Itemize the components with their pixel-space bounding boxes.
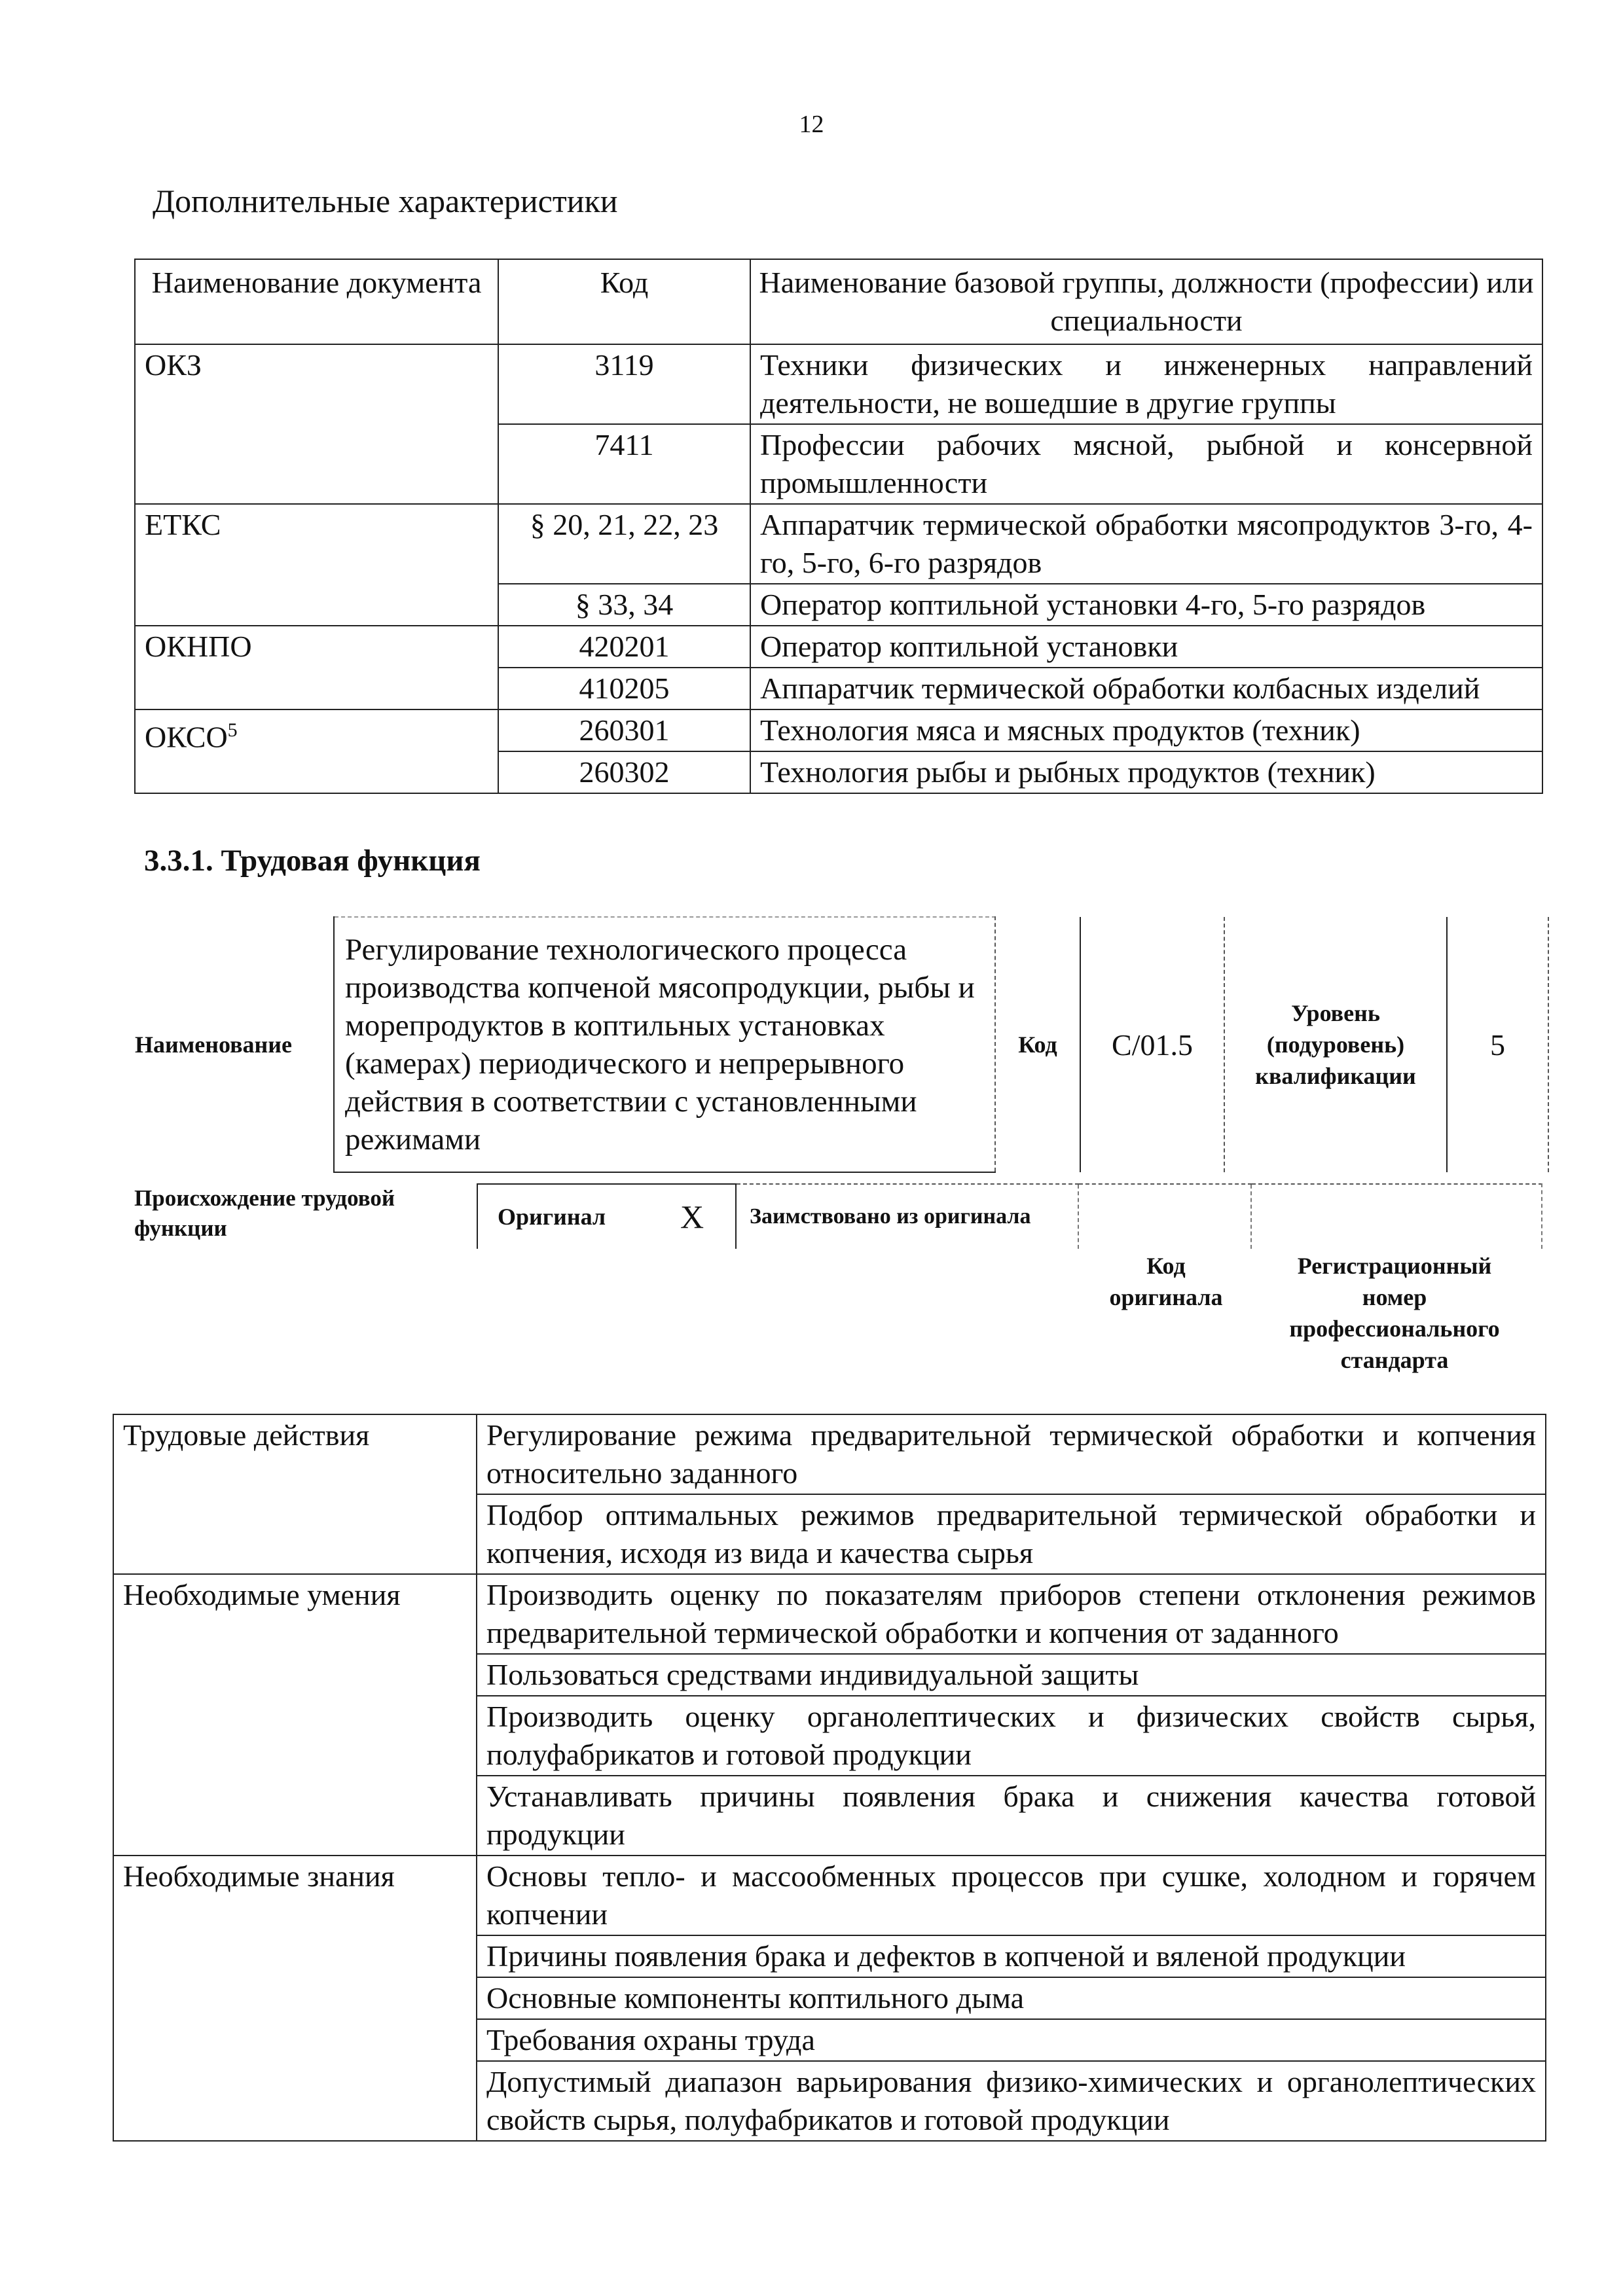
table-row (135, 709, 1542, 751)
code-cell: 410205 (498, 668, 750, 709)
original-code-cell (1078, 1184, 1251, 1249)
registration-number-cell (1251, 1184, 1542, 1249)
document-name: ОКЗ (145, 348, 202, 382)
code-cell: 420201 (498, 626, 750, 668)
code-label: Код (1018, 1031, 1057, 1058)
document-cell (135, 709, 498, 793)
requirement-item: Производить оценку по показателям приборов степени отклонения режимов предварительной термической обработки и копчения от заданного (477, 1574, 1546, 1654)
requirement-item: Основы тепло- и массообменных процессов при сушке, холодном и горячем копчении (477, 1856, 1546, 1935)
base-group-cell: Профессии рабочих мясной, рыбной и консервной промышленности (750, 424, 1542, 504)
base-group-cell: Оператор коптильной установки (750, 626, 1542, 668)
origin-label: Происхождение трудовой функции (134, 1185, 395, 1241)
section-title: Дополнительные характеристики (153, 183, 618, 219)
section-label: Необходимые умения (113, 1574, 477, 1856)
base-group-cell: Техники физических и инженерных направлений деятельности, не вошедшие в другие группы (750, 344, 1542, 424)
code-cell: § 20, 21, 22, 23 (498, 504, 750, 584)
header-base-group: Наименование базовой группы, должности (профессии) или специальности (750, 259, 1542, 344)
document-name: ЕТКС (145, 508, 221, 541)
table-row (113, 1574, 1546, 1654)
name-label: Наименование (135, 1031, 292, 1058)
qualification-level-label: Уровень (подуровень) квалификации (1255, 1000, 1416, 1089)
requirement-item: Пользоваться средствами индивидуальной защиты (477, 1654, 1546, 1696)
origin-table (477, 1183, 1542, 1249)
document-cell (135, 504, 498, 626)
document-name: ОКНПО (145, 630, 252, 663)
labor-function-table (113, 1414, 1546, 2142)
base-group-cell: Аппаратчик термической обработки колбасных изделий (750, 668, 1542, 709)
code-cell: 260302 (498, 751, 750, 793)
function-name: Регулирование технологического процесса производства копченой мясопродукции, рыбы и морепродуктов в коптильных установках (камерах) периодического и непрерывного действия в соответствии с установленными режимами (334, 917, 995, 1172)
requirement-item: Устанавливать причины появления брака и снижения качества готовой продукции (477, 1776, 1546, 1856)
requirement-item: Допустимый диапазон варьирования физико-химических и органолептических свойств сырья, полуфабрикатов и готовой продукции (477, 2061, 1546, 2141)
table-row (135, 626, 1542, 668)
section-label: Трудовые действия (113, 1414, 477, 1574)
function-header (134, 916, 1549, 1173)
page-number: 12 (799, 111, 824, 138)
requirement-item: Производить оценку органолептических и физических свойств сырья, полуфабрикатов и готовой продукции (477, 1696, 1546, 1776)
code-cell: 260301 (498, 709, 750, 751)
function-title: 3.3.1. Трудовая функция (144, 844, 481, 878)
base-group-cell: Технология мяса и мясных продуктов (техник) (750, 709, 1542, 751)
original-code-label: Код оригинала (1109, 1253, 1223, 1310)
original-label: Оригинал (477, 1184, 649, 1249)
header-code: Код (498, 259, 750, 344)
base-group-cell: Аппаратчик термической обработки мясопродуктов 3-го, 4-го, 5-го, 6-го разрядов (750, 504, 1542, 584)
base-group-cell: Оператор коптильной установки 4-го, 5-го разрядов (750, 584, 1542, 626)
requirement-item: Подбор оптимальных режимов предварительной термической обработки и копчения, исходя из вида и качества сырья (477, 1494, 1546, 1574)
header-document: Наименование документа (135, 259, 498, 344)
table-row (113, 1414, 1546, 1494)
footnote-mark: 5 (227, 719, 238, 741)
document-cell (135, 626, 498, 709)
additional-characteristics-table (134, 259, 1543, 794)
code-cell: § 33, 34 (498, 584, 750, 626)
table-row (113, 1856, 1546, 1935)
document-name: ОКСО (145, 720, 228, 754)
borrowed-label: Заимствовано из оригинала (736, 1184, 1078, 1249)
function-code: C/01.5 (1080, 917, 1224, 1172)
document-cell (135, 344, 498, 504)
original-mark: X (649, 1184, 736, 1249)
requirement-item: Основные компоненты коптильного дыма (477, 1977, 1546, 2019)
table-row (135, 504, 1542, 584)
code-cell: 3119 (498, 344, 750, 424)
registration-number-label: Регистрационный номер профессионального стандарта (1289, 1253, 1500, 1373)
requirement-item: Регулирование режима предварительной термической обработки и копчения относительно заданного (477, 1414, 1546, 1494)
base-group-cell: Технология рыбы и рыбных продуктов (техник) (750, 751, 1542, 793)
qualification-level: 5 (1447, 917, 1548, 1172)
requirement-item: Требования охраны труда (477, 2019, 1546, 2061)
section-label: Необходимые знания (113, 1856, 477, 2141)
requirement-item: Причины появления брака и дефектов в копченой и вяленой продукции (477, 1935, 1546, 1977)
table-row (135, 344, 1542, 424)
code-cell: 7411 (498, 424, 750, 504)
